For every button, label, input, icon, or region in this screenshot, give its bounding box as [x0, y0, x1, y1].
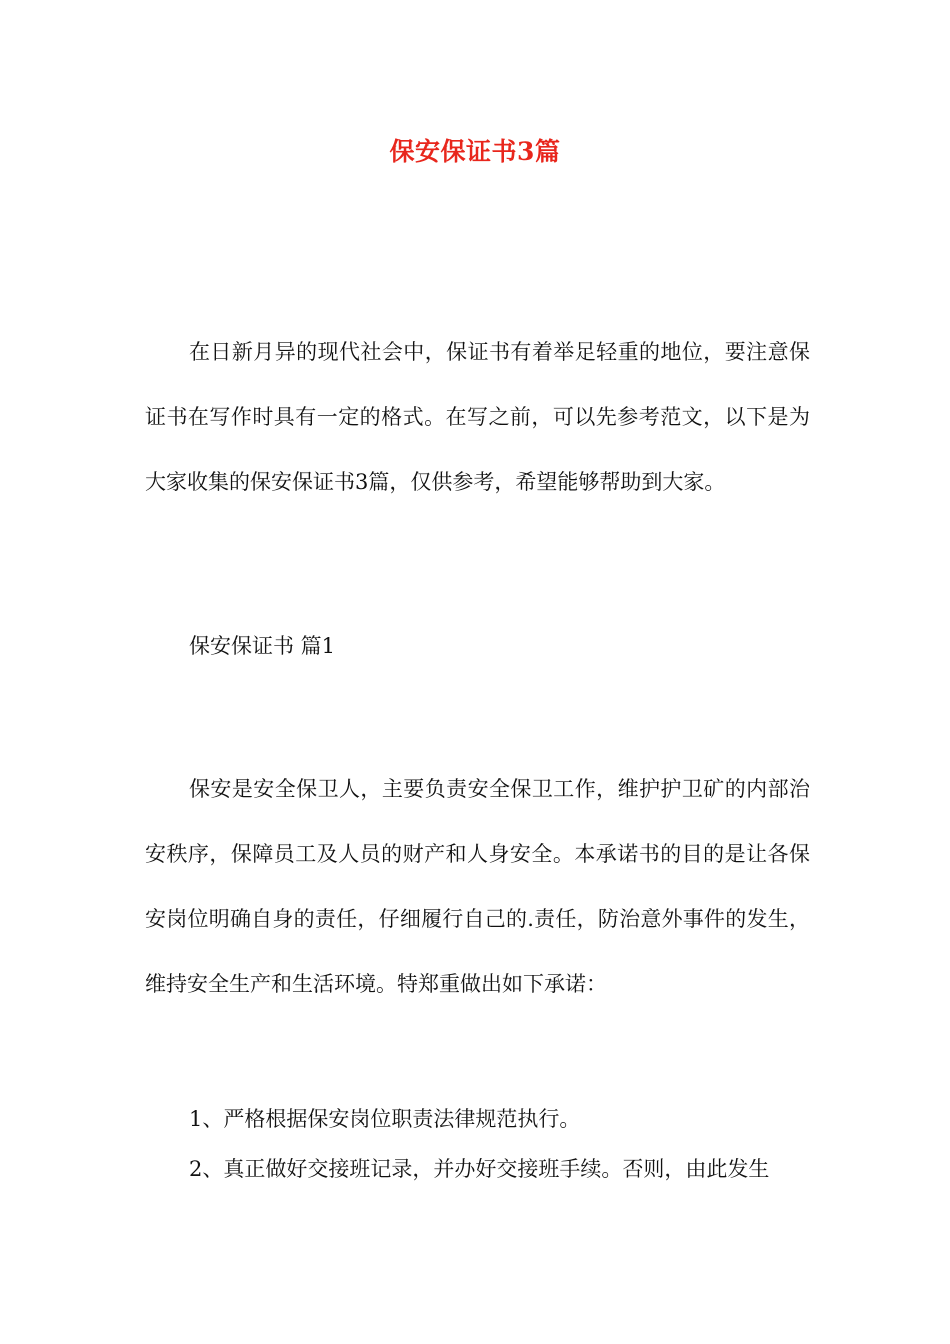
list-item-2: 2、真正做好交接班记录，并办好交接班手续。否则，由此发生: [189, 1157, 770, 1181]
section-heading: 保安保证书 篇1: [189, 634, 336, 658]
document-title: 保安保证书3篇: [389, 137, 561, 166]
list-item-1: 1、严格根据保安岗位职责法律规范执行。: [189, 1107, 581, 1131]
intro-paragraph: 在日新月异的现代社会中，保证书有着举足轻重的地位，要注意保证书在写作时具有一定的格式。在写之前，可以先参考范文，以下是为大家收集的保安保证书3篇，仅供参考，希望能够帮助到大家。: [145, 340, 810, 494]
body-paragraph: 保安是安全保卫人，主要负责安全保卫工作，维护护卫矿的内部治安秩序，保障员工及人员的财产和人身安全。本承诺书的目的是让各保安岗位明确自身的责任，仔细履行自己的.责任，防治意外事件的发生，维持安全生产和生活环境。特郑重做出如下承诺：: [145, 777, 810, 996]
